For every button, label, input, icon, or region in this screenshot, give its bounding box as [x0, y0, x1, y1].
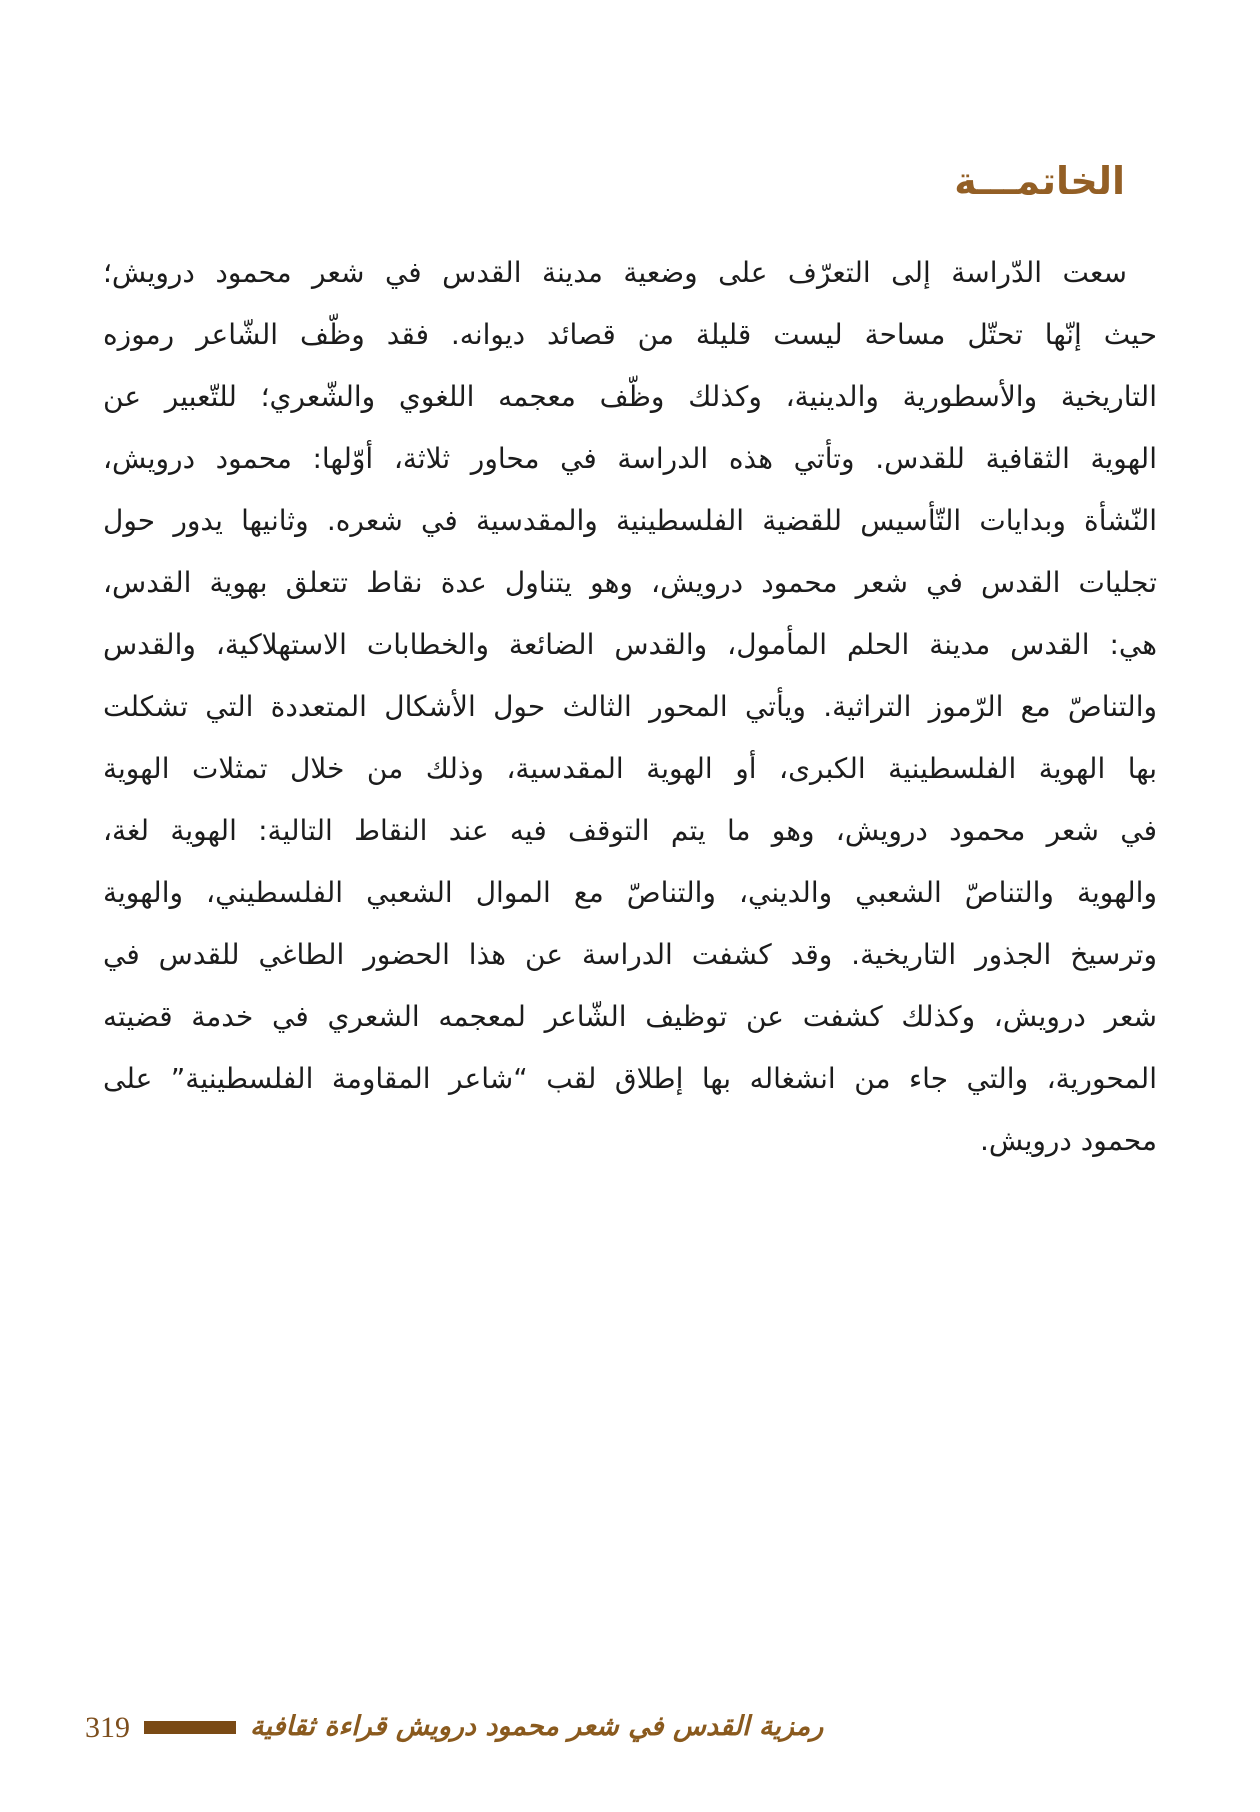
paragraph-line: في شعر محمود درويش، وهو ما يتم التوقف فيه عند النقاط التالية: الهوية لغة،: [103, 813, 1157, 847]
paragraph-line: والتناصّ مع الرّموز التراثية. ويأتي المحور الثالث حول الأشكال المتعددة التي تشكلت: [103, 689, 1157, 723]
paragraph-line: محمود درويش.: [980, 1123, 1157, 1157]
page-content: [103, 158, 1157, 1172]
paragraph-line: سعت الدّراسة إلى التعرّف على وضعية مدينة القدس في شعر محمود درويش؛: [103, 255, 1127, 289]
paragraph-line: حيث إنّها تحتّل مساحة ليست قليلة من قصائد ديوانه. فقد وظّف الشّاعر رموزه: [103, 317, 1157, 351]
paragraph-line: هي: القدس مدينة الحلم المأمول، والقدس الضائعة والخطابات الاستهلاكية، والقدس: [103, 627, 1157, 661]
paragraph-line: المحورية، والتي جاء من انشغاله بها إطلاق لقب “شاعر المقاومة الفلسطينية” على: [103, 1061, 1157, 1095]
paragraph-line: والهوية والتناصّ الشعبي والديني، والتناصّ مع الموال الشعبي الفلسطيني، والهوية: [103, 875, 1157, 909]
conclusion-paragraph: [103, 242, 1157, 1172]
paragraph-line: وترسيخ الجذور التاريخية. وقد كشفت الدراسة عن هذا الحضور الطاغي للقدس في: [103, 937, 1157, 971]
paragraph-line: بها الهوية الفلسطينية الكبرى، أو الهوية المقدسية، وذلك من خلال تمثلات الهوية: [103, 751, 1157, 785]
section-heading: الخاتمـــة: [954, 159, 1125, 203]
footer-book-title: رمزية القدس في شعر محمود درويش قراءة ثقافية: [250, 1711, 824, 1743]
paragraph-line: النّشأة وبدايات التّأسيس للقضية الفلسطينية والمقدسية في شعره. وثانيها يدور حول: [103, 503, 1157, 537]
paragraph-line: الهوية الثقافية للقدس. وتأتي هذه الدراسة في محاور ثلاثة، أوّلها: محمود درويش،: [103, 441, 1157, 475]
paragraph-line: التاريخية والأسطورية والدينية، وكذلك وظّف معجمه اللغوي والشّعري؛ للتّعبير عن: [103, 379, 1157, 413]
paragraph-line: تجليات القدس في شعر محمود درويش، وهو يتناول عدة نقاط تتعلق بهوية القدس،: [103, 565, 1157, 599]
page-footer: [85, 1704, 823, 1750]
paragraph-line: شعر درويش، وكذلك كشفت عن توظيف الشّاعر لمعجمه الشعري في خدمة قضيته: [103, 999, 1157, 1033]
footer-separator-bar: [144, 1721, 236, 1734]
footer-page-number: 319: [85, 1710, 130, 1744]
